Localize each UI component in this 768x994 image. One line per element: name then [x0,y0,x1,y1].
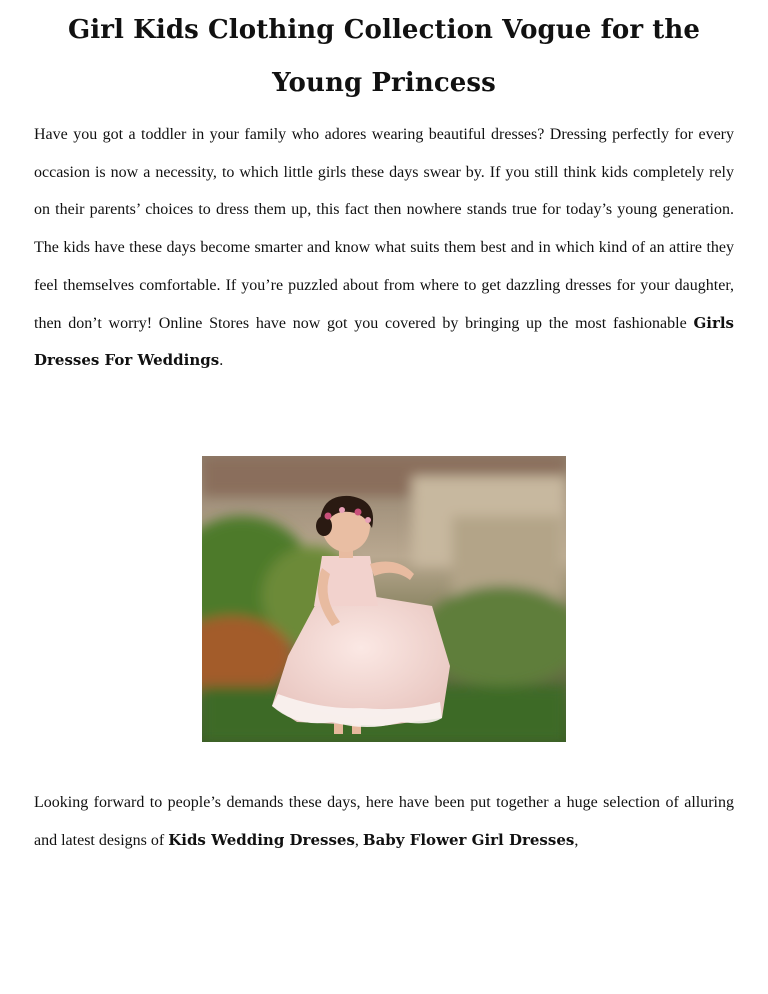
girls-dresses-link[interactable]: Girls Dresses For Weddings [34,313,734,370]
girl-dress-photo [202,456,566,742]
selection-text: Looking forward to people’s demands these days, here have been put together a huge selection of alluring and latest designs of [34,794,734,849]
selection-end: , [574,831,579,849]
intro-end: . [219,352,224,370]
intro-paragraph [34,116,734,380]
intro-text: Have you got a toddler in your family who adores wearing beautiful dresses? Dressing perfectly for every occasion is now a necessity, to which little girls these days swear by. If you still think kids completely rely on their parents’ choices to dress them up, this fact then nowhere stands true for today’s young generation. The kids have these days become smarter and know what suits them best and in which kind of an attire they feel themselves comfortable. If you’re puzzled about from where to get dazzling dresses for your daughter, then don’t worry! Online Stores have now got you covered by bringing up the most fashionable [34,126,734,332]
selection-paragraph [34,784,734,859]
selection-separator: , [354,831,363,849]
page-title: Girl Kids Clothing Collection Vogue for the Young Princess [67,15,701,98]
kids-wedding-dresses-link[interactable]: Kids Wedding Dresses [168,830,355,849]
baby-flower-girl-dresses-link[interactable]: Baby Flower Girl Dresses [362,830,575,849]
